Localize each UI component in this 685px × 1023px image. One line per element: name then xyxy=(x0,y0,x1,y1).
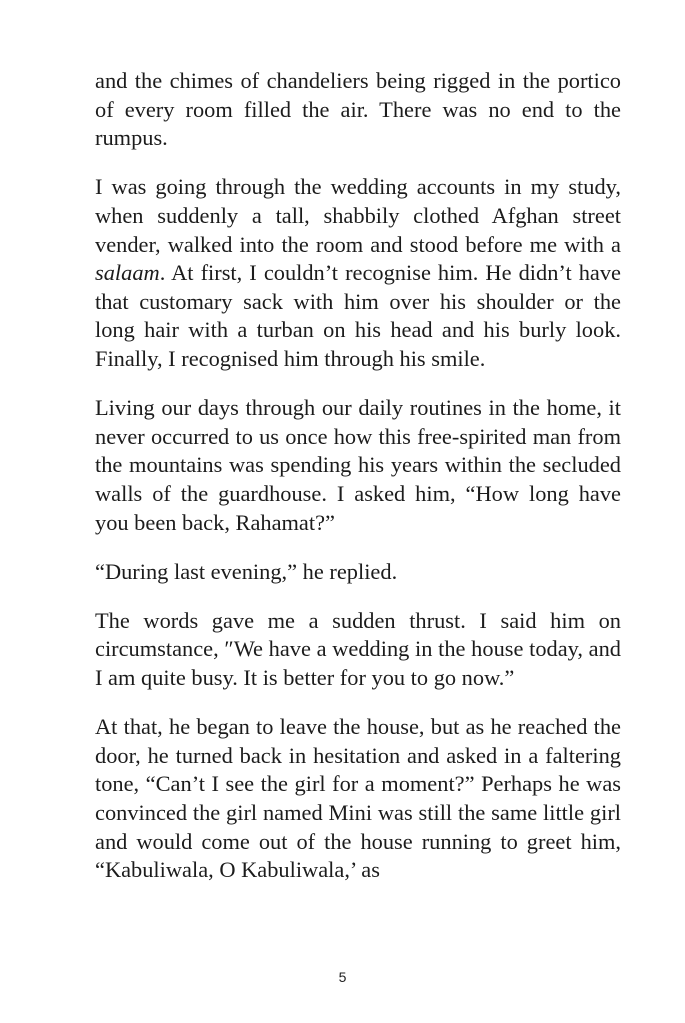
body-text xyxy=(95,67,621,905)
paragraph-2 xyxy=(95,173,621,373)
paragraph-3: Living our days through our daily routines in the home, it never occurred to us once how this free-spirited man from the mountains was spending his years within the secluded walls of the guardhouse. I asked him, “How long have you been back, Rahamat?” xyxy=(95,395,621,535)
paragraph-6: At that, he began to leave the house, but as he reached the door, he turned back in hesitation and asked in a faltering tone, “Can’t I see the girl for a moment?” Perhaps he was convinced the girl named Mini was still the same little girl and would come out of the house running to greet him, “Kabuliwala, O Kabuliwala,’ as xyxy=(95,714,621,883)
paragraph-2-text-end: . At first, I couldn’t recognise him. He didn’t have that customary sack with him over his shoulder or the long hair with a turban on his head and his burly look. Finally, I recognised him through his smile. xyxy=(95,260,621,371)
page-number: 5 xyxy=(338,969,347,985)
italic-word-salaam: salaam xyxy=(95,260,160,286)
paragraph-1: and the chimes of chandeliers being rigged in the portico of every room filled the air. There was no end to the rumpus. xyxy=(95,68,621,151)
paragraph-5: The words gave me a sudden thrust. I said him on circumstance, ″We have a wedding in the house today, and I am quite busy. It is better for you to go now.” xyxy=(95,607,621,691)
paragraph-2-text-start: I was going through the wedding accounts in my study, when suddenly a tall, shabbily clothed Afghan street vender, walked into the room and stood before me with a xyxy=(95,174,621,257)
paragraph-4: “During last evening,” he replied. xyxy=(95,558,398,584)
